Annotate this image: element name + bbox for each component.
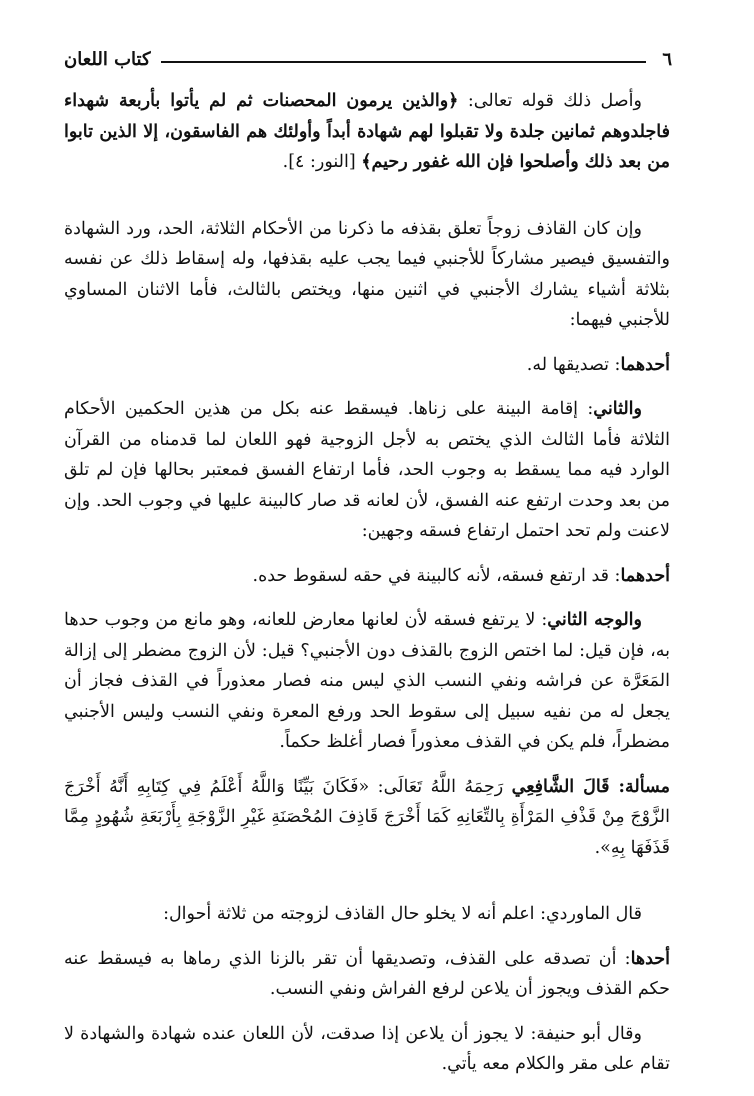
paragraph-text: رَحِمَهُ اللَّهُ تَعَالَى: «فَكَانَ بَيِّنًا وَاللَّهُ أَعْلَمُ فِي كِتَابِهِ أَنَّهُ أَخْرَجَ الزَّوْجَ مِنْ قَذْفِ المَرْأَةِ بِالتِّعَانِهِ كَمَا أَخْرَجَ قَاذِفَ المُحْصَنَةِ غَيْرِ الزَّوْجَةِ بِأَرْبَعَةِ شُهُودٍ مِمَّا قَذَفَهَا بِهِ».: [64, 776, 670, 858]
spacer: [64, 192, 670, 214]
paragraph-second-aspect: [64, 605, 670, 758]
paragraph-text: وقال أبو حنيفة: لا يجوز أن يلاعن إذا صدقت، لأن اللعان عنده شهادة والشهادة لا تقام على مقر والكلام معه يأتي.: [64, 1023, 670, 1074]
paragraph-abu-hanifa: [64, 1019, 670, 1080]
paragraph-label: أحدهما: [620, 354, 670, 375]
paragraph-husband-accuser: [64, 214, 670, 336]
paragraph-label: أحدها: [630, 948, 670, 969]
paragraph-mawardi: [64, 899, 670, 930]
paragraph-first-state: [64, 944, 670, 1005]
paragraph-label: مسألة: قَالَ الشَّافِعِي: [511, 776, 671, 797]
running-title: كتاب اللعان: [64, 49, 151, 70]
paragraph-label: والوجه الثاني: [547, 610, 642, 630]
paragraph-masala: [64, 772, 670, 864]
paragraph-label: أحدهما: [620, 565, 670, 586]
page-body: [64, 86, 670, 1094]
paragraph-intro: وأصل ذلك قوله تعالى:: [458, 91, 642, 111]
paragraph-text: وإن كان القاذف زوجاً تعلق بقذفه ما ذكرنا من الأحكام الثلاثة، الحد، ورد الشهادة والتفسيق فيصير مشاركاً للأجنبي فيما يجب عليه بقذفها، وله إسقاط ذلك عن نفسه بثلاثة أشياء يشارك الأجنبي في اثنين منها، ويختص بالثالث، فأما الاثنان المساوي للأجنبي فيهما:: [64, 218, 670, 330]
paragraph-text: : تصديقها له.: [526, 354, 621, 375]
spacer: [64, 877, 670, 899]
paragraph-text: : إقامة البينة على زناها. فيسقط عنه بكل من هذين الحكمين الأحكام الثلاثة فأما الثالث الذي يختص به لأجل الزوجية فهو اللعان لما قدمناه من القرآن الوارد فيه مما يسقط به وجوب الحد، فأما ارتفاع الفسق فمعتبر بحالها فإن لم تلق من بعد وحدت ارتفع عنه الفسق، لأن لعانه قد صار كالبينة عليها في وجوب الحد. وإن لاعنت ولم تحد احتمل ارتفاع فسقه وجهين:: [64, 399, 670, 541]
paragraph-text: قال الماوردي: اعلم أنه لا يخلو حال القاذف لزوجته من ثلاثة أحوال:: [163, 904, 642, 924]
paragraph-first: [64, 350, 670, 381]
paragraph-text: : قد ارتفع فسقه، لأنه كالبينة في حقه لسقوط حده.: [252, 565, 621, 586]
paragraph-first-aspect: [64, 561, 670, 592]
page-number: ٦: [662, 49, 672, 70]
paragraph-text: : أن تصدقه على القذف، وتصديقها أن تقر بالزنا الذي رماها به فيسقط عنه حكم القذف ويجوز أن يلاعن لرفع الفراش ونفي النسب.: [64, 948, 670, 999]
verse-reference: [النور: ٤].: [282, 152, 362, 172]
page-header: [64, 40, 672, 70]
header-rule: [161, 61, 647, 63]
quran-verse: ﴿والذين يرمون المحصنات ثم لم يأتوا بأربعة شهداء فاجلدوهم ثمانين جلدة ولا تقبلوا لهم شهادة أبداً وأولئك هم الفاسقون، إلا الذين تابوا من بعد ذلك وأصلحوا فإن الله غفور رحيم﴾: [64, 91, 670, 172]
paragraph-verse: [64, 86, 670, 178]
paragraph-second: [64, 394, 670, 547]
paragraph-text: : لا يرتفع فسقه لأن لعانها معارض للعانه، وهو مانع من وجوب حدها به، فإن قيل: لما اختص الزوج بالقذف دون الأجنبي؟ قيل: لأن الزوج مضطر إلى إزالة المَعَرَّة عن فراشه ونفي النسب الذي ليس منه فصار معذوراً في القذف فجاز أن يجعل له من نفيه سبيل إلى سقوط الحد ورفع المعرة ونفي النسب وليس الأجنبي مضطراً، فلم يكن في القذف معذوراً فصار أغلظ حكماً.: [64, 610, 670, 752]
paragraph-label: والثاني: [593, 399, 642, 419]
